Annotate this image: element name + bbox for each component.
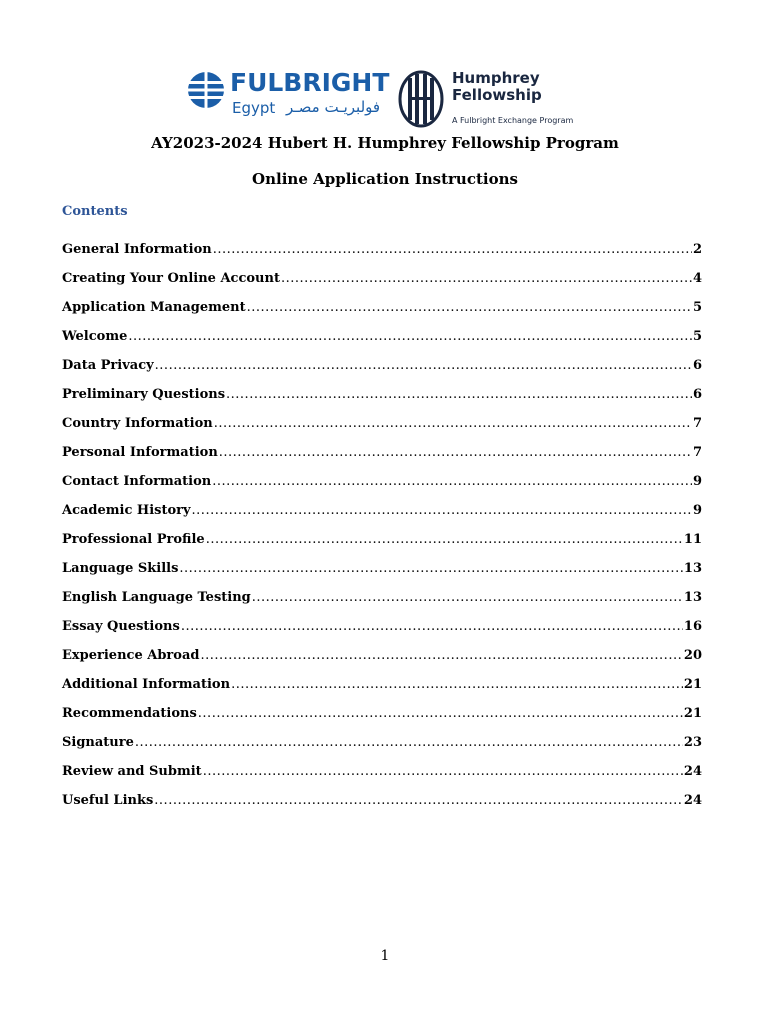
toc-entry-label: English Language Testing <box>62 590 251 605</box>
toc-entry[interactable] <box>62 387 702 416</box>
toc-entry-label: Creating Your Online Account <box>62 271 280 286</box>
toc-entry-page: 24 <box>683 793 702 808</box>
toc-entry-page: 6 <box>692 387 702 402</box>
toc-dot-leader <box>281 271 692 286</box>
document-title: AY2023-2024 Hubert H. Humphrey Fellowship Program <box>151 134 619 152</box>
humphrey-columns-icon <box>398 70 444 128</box>
toc-entry-label: Data Privacy <box>62 358 154 373</box>
toc-entry-label: Language Skills <box>62 561 179 576</box>
toc-entry-page: 9 <box>692 503 702 518</box>
fulbright-globe-icon <box>186 70 226 110</box>
toc-entry[interactable] <box>62 329 702 358</box>
toc-entry-label: General Information <box>62 242 212 257</box>
toc-entry[interactable] <box>62 532 702 561</box>
toc-entry-label: Welcome <box>62 329 128 344</box>
toc-entry-page: 21 <box>683 677 702 692</box>
toc-entry[interactable] <box>62 561 702 590</box>
toc-dot-leader <box>203 764 683 779</box>
toc-dot-leader <box>192 503 692 518</box>
fulbright-arabic-wordmark: فولبريـت مصـر <box>286 98 381 116</box>
toc-entry[interactable] <box>62 358 702 387</box>
toc-entry-page: 6 <box>692 358 702 373</box>
humphrey-wordmark: Humphrey Fellowship <box>452 69 542 104</box>
header-logos <box>186 64 586 130</box>
table-of-contents <box>62 242 702 822</box>
toc-entry-page: 24 <box>683 764 702 779</box>
toc-entry-label: Useful Links <box>62 793 154 808</box>
toc-dot-leader <box>179 561 683 576</box>
toc-dot-leader <box>231 677 683 692</box>
toc-entry-page: 4 <box>692 271 702 286</box>
fulbright-country: Egypt <box>232 99 276 117</box>
toc-entry[interactable] <box>62 619 702 648</box>
toc-dot-leader <box>219 445 692 460</box>
toc-entry-page: 7 <box>692 416 702 431</box>
toc-entry-label: Application Management <box>62 300 246 315</box>
toc-entry[interactable] <box>62 300 702 329</box>
toc-entry[interactable] <box>62 503 702 532</box>
toc-entry[interactable] <box>62 735 702 764</box>
toc-dot-leader <box>181 619 683 634</box>
toc-dot-leader <box>214 416 692 431</box>
toc-entry-label: Experience Abroad <box>62 648 200 663</box>
toc-entry-label: Country Information <box>62 416 213 431</box>
toc-entry[interactable] <box>62 706 702 735</box>
page-number: 1 <box>380 948 390 964</box>
contents-heading: Contents <box>62 204 128 219</box>
toc-dot-leader <box>252 590 683 605</box>
toc-entry-label: Additional Information <box>62 677 231 692</box>
toc-dot-leader <box>226 387 692 402</box>
toc-entry[interactable] <box>62 793 702 822</box>
toc-entry-label: Contact Information <box>62 474 212 489</box>
toc-entry-page: 20 <box>683 648 702 663</box>
toc-entry-page: 2 <box>692 242 702 257</box>
toc-entry-label: Essay Questions <box>62 619 180 634</box>
toc-dot-leader <box>128 329 692 344</box>
toc-entry-label: Preliminary Questions <box>62 387 226 402</box>
toc-dot-leader <box>135 735 683 750</box>
toc-dot-leader <box>200 648 682 663</box>
toc-entry-page: 11 <box>683 532 702 547</box>
toc-dot-leader <box>206 532 683 547</box>
toc-entry-page: 13 <box>683 561 702 576</box>
toc-entry[interactable] <box>62 590 702 619</box>
toc-dot-leader <box>212 474 692 489</box>
toc-entry-page: 21 <box>683 706 702 721</box>
toc-entry-page: 23 <box>683 735 702 750</box>
humphrey-tagline: A Fulbright Exchange Program <box>452 116 574 125</box>
toc-entry[interactable] <box>62 445 702 474</box>
fulbright-egypt-logo <box>186 68 390 124</box>
fulbright-wordmark: FULBRIGHT <box>230 68 390 97</box>
toc-entry-page: 7 <box>692 445 702 460</box>
toc-dot-leader <box>213 242 692 257</box>
toc-entry-label: Signature <box>62 735 134 750</box>
toc-dot-leader <box>155 358 692 373</box>
toc-entry-page: 5 <box>692 329 702 344</box>
toc-entry[interactable] <box>62 764 702 793</box>
toc-dot-leader <box>154 793 683 808</box>
document-subtitle: Online Application Instructions <box>252 170 518 188</box>
toc-entry-page: 16 <box>683 619 702 634</box>
toc-entry-label: Personal Information <box>62 445 218 460</box>
toc-entry-label: Recommendations <box>62 706 197 721</box>
toc-entry-page: 9 <box>692 474 702 489</box>
toc-entry[interactable] <box>62 271 702 300</box>
toc-entry[interactable] <box>62 416 702 445</box>
toc-entry-label: Academic History <box>62 503 191 518</box>
toc-entry-label: Review and Submit <box>62 764 202 779</box>
toc-entry-page: 13 <box>683 590 702 605</box>
toc-entry[interactable] <box>62 677 702 706</box>
toc-entry[interactable] <box>62 474 702 503</box>
toc-entry-label: Professional Profile <box>62 532 205 547</box>
toc-dot-leader <box>198 706 683 721</box>
humphrey-fellowship-logo <box>398 70 588 126</box>
toc-entry[interactable] <box>62 648 702 677</box>
toc-entry[interactable] <box>62 242 702 271</box>
toc-dot-leader <box>247 300 692 315</box>
toc-entry-page: 5 <box>692 300 702 315</box>
